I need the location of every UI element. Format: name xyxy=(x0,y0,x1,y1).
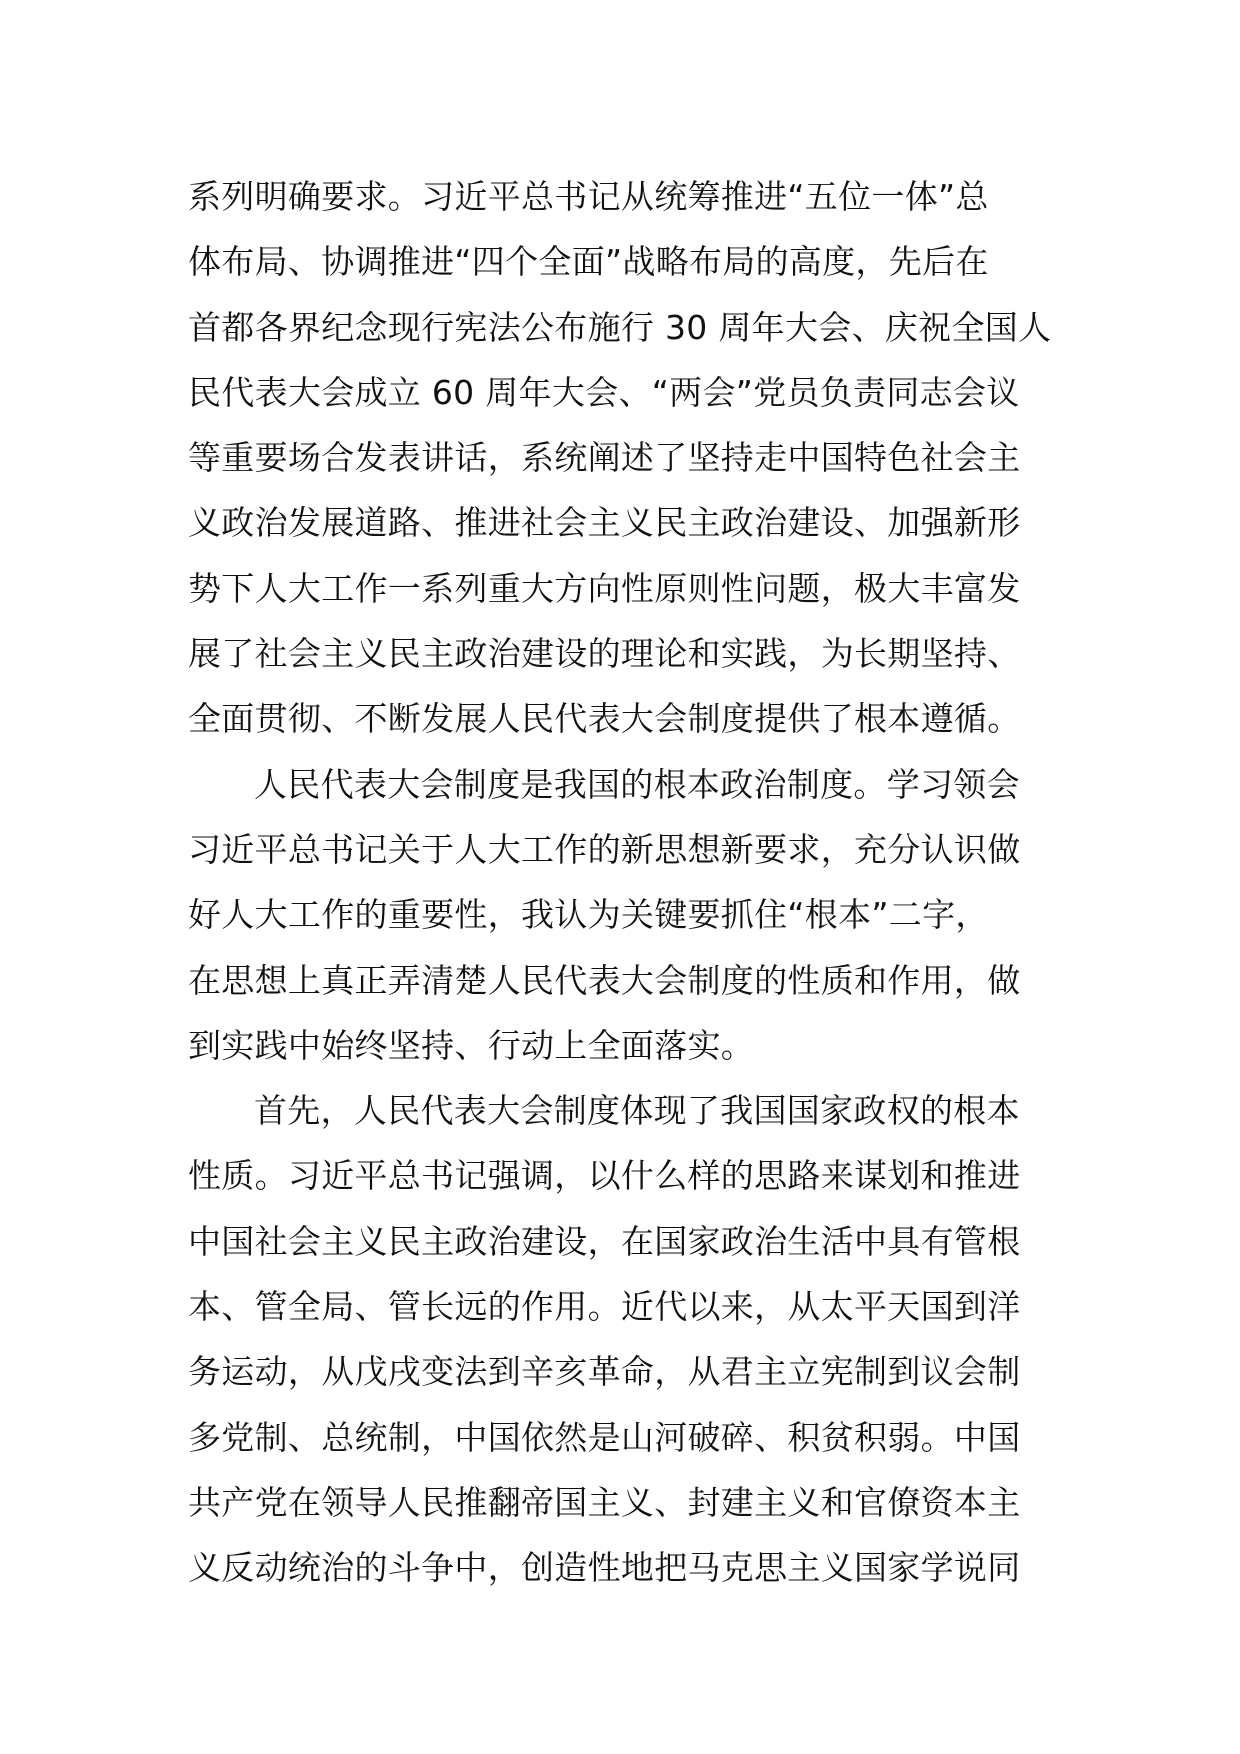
body-text xyxy=(188,164,1060,1601)
text-line: 好人大工作的重要性，我认为关键要抓住“根本”二字， xyxy=(188,895,989,935)
text-line: 势下人大工作一系列重大方向性原则性问题，极大丰富发 xyxy=(188,568,1021,608)
text-line: 务运动，从戊戌变法到辛亥革命，从君主立宪制到议会制 xyxy=(188,1352,1021,1392)
text-line: 习近平总书记关于人大工作的新思想新要求，充分认识做 xyxy=(188,829,1021,869)
text-line: 到实践中始终坚持、行动上全面落实。 xyxy=(188,1025,755,1065)
text-line: 共产党在领导人民推翻帝国主义、封建主义和官僚资本主 xyxy=(188,1482,1021,1522)
text-line: 全面贯彻、不断发展人民代表大会制度提供了根本遵循。 xyxy=(188,699,1021,739)
text-line: 首都各界纪念现行宪法公布施行 30 周年大会、庆祝全国人 xyxy=(188,307,1052,347)
text-line: 体布局、协调推进“四个全面”战略布局的高度，先后在 xyxy=(188,242,989,282)
text-line: 性质。习近平总书记强调，以什么样的思路来谋划和推进 xyxy=(188,1156,1021,1196)
text-line: 民代表大会成立 60 周年大会、“两会”党员负责同志会议 xyxy=(188,372,1020,412)
text-line: 在思想上真正弄清楚人民代表大会制度的性质和作用，做 xyxy=(188,960,1021,1000)
paragraph-first-line: 首先，人民代表大会制度体现了我国国家政权的根本 xyxy=(254,1091,1020,1131)
paragraph-first-line: 人民代表大会制度是我国的根本政治制度。学习领会 xyxy=(254,764,1020,804)
text-line: 义反动统治的斗争中，创造性地把马克思主义国家学说同 xyxy=(188,1548,1021,1588)
text-line: 本、管全局、管长远的作用。近代以来，从太平天国到洋 xyxy=(188,1287,1021,1327)
text-line: 等重要场合发表讲话，系统阐述了坚持走中国特色社会主 xyxy=(188,438,1021,478)
text-line: 义政治发展道路、推进社会主义民主政治建设、加强新形 xyxy=(188,503,1021,543)
text-line: 中国社会主义民主政治建设，在国家政治生活中具有管根 xyxy=(188,1221,1021,1261)
text-line: 系列明确要求。习近平总书记从统筹推进“五位一体”总 xyxy=(188,177,989,216)
text-line: 展了社会主义民主政治建设的理论和实践，为长期坚持、 xyxy=(188,634,1021,674)
text-line: 多党制、总统制，中国依然是山河破碎、积贫积弱。中国 xyxy=(188,1417,1021,1457)
